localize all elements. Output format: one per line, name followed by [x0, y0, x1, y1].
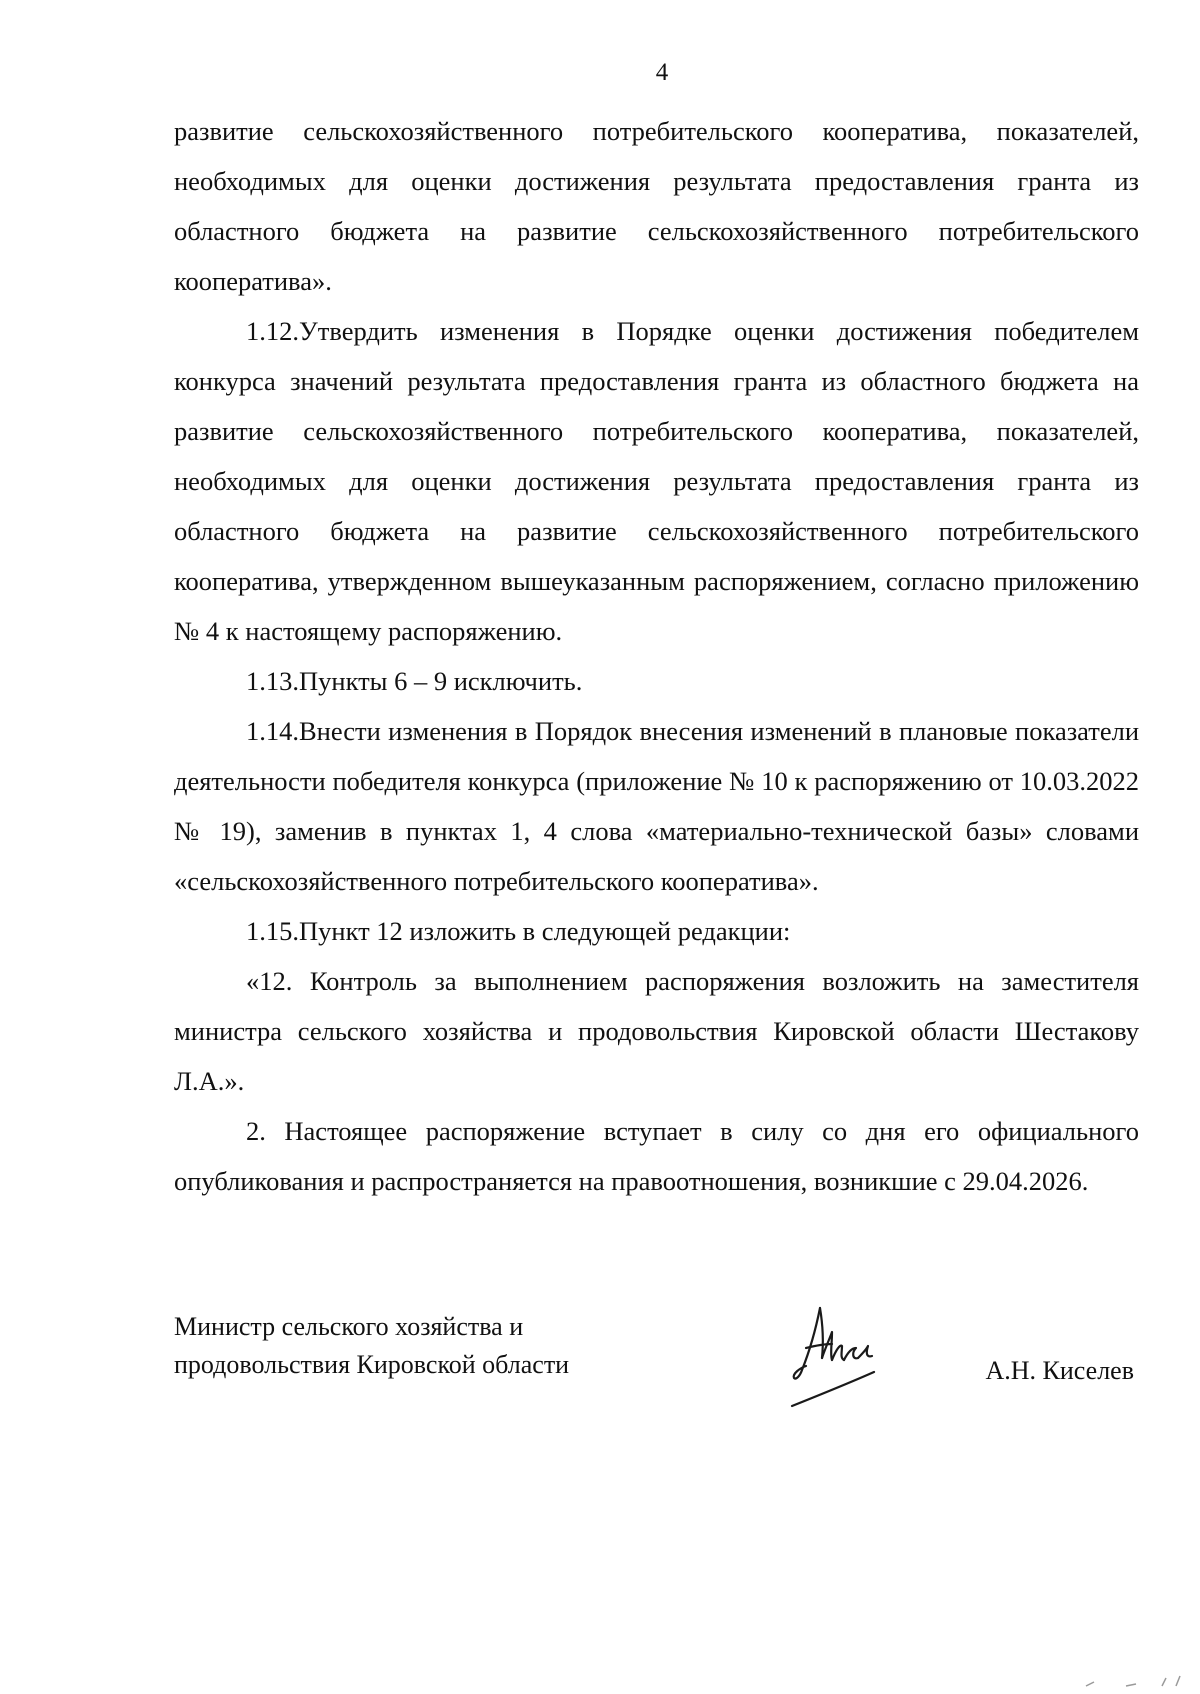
paragraph-1-15: 1.15.Пункт 12 изложить в следующей редакции:	[246, 916, 791, 946]
signatory-title	[174, 1308, 569, 1384]
signatory-title-line-2: продовольствия Кировской области	[174, 1350, 570, 1379]
signature-block	[174, 1308, 1134, 1428]
signatory-title-line-1: Министр сельского хозяйства и	[174, 1312, 524, 1341]
paragraph-quote-12: «12. Контроль за выполнением распоряжения возложить на заместителя министра сельского хозяйства и продовольствия Кировской области Шестакову Л.А.».	[174, 966, 1139, 1096]
signatory-name: А.Н. Киселев	[985, 1356, 1134, 1385]
paragraph-2: 2. Настоящее распоряжение вступает в силу со дня его официального опубликования и распространяется на правоотношения, возникшие с 29.04.2026.	[174, 1116, 1139, 1196]
paragraph-1-14: 1.14.Внести изменения в Порядок внесения изменений в плановые показатели деятельности победителя конкурса (приложение № 10 к распоряжению от 10.03.2022 № 19), заменив в пунктах 1, 4 слова «материально-технической базы» словами «сельскохозяйственного потребительского кооператива».	[174, 716, 1139, 896]
page-number: 4	[655, 59, 669, 86]
paragraph-continuation: развитие сельскохозяйственного потребительского кооператива, показателей, необходимых для оценки достижения результата предоставления гранта из областного бюджета на развитие сельскохозяйственного потребительского кооператива».	[174, 116, 1139, 296]
document-body	[174, 106, 1139, 1206]
scan-edge-marks	[1066, 1672, 1186, 1688]
paragraph-1-13: 1.13.Пункты 6 – 9 исключить.	[246, 666, 583, 696]
handwritten-signature	[772, 1288, 902, 1418]
paragraph-1-12: 1.12.Утвердить изменения в Порядке оценки достижения победителем конкурса значений результата предоставления гранта из областного бюджета на развитие сельскохозяйственного потребительского кооператива, показателей, необходимых для оценки достижения результата предоставления гранта из областного бюджета на развитие сельскохозяйственного потребительского кооператива, утвержденном вышеуказанным распоряжением, согласно приложению № 4 к настоящему распоряжению.	[174, 316, 1139, 646]
